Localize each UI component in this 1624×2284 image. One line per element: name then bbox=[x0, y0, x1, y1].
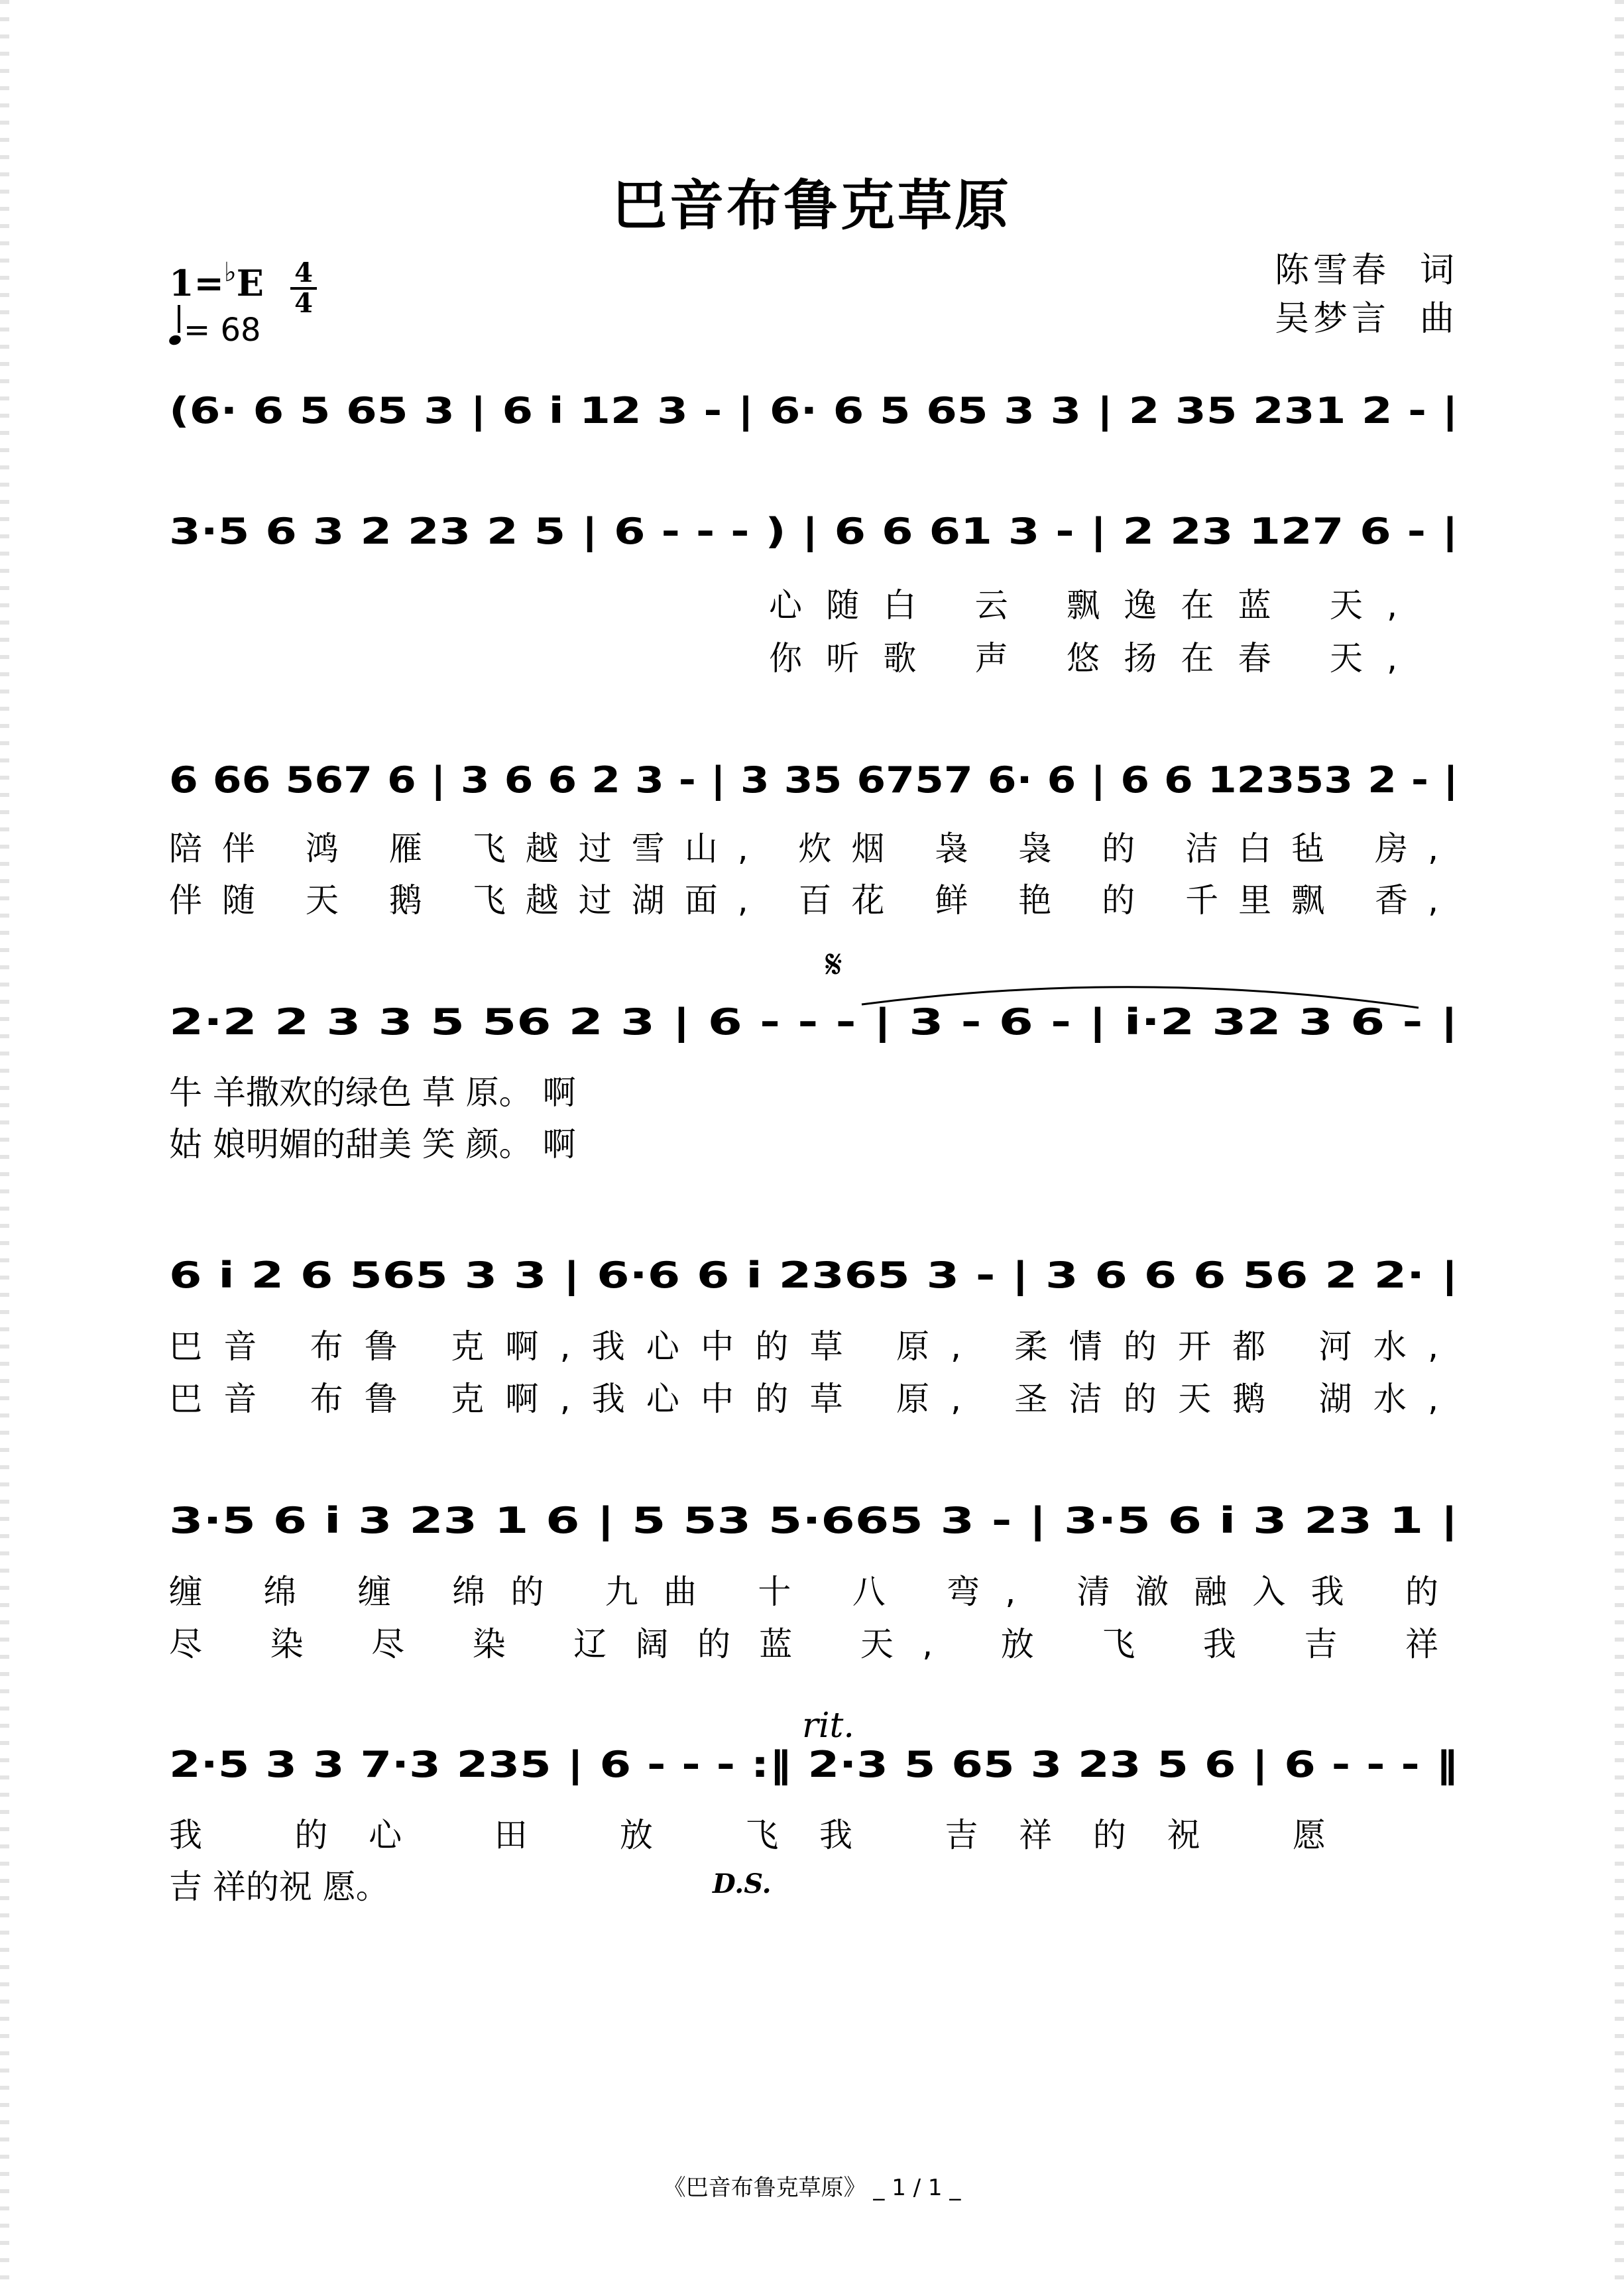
lyrics-verse-1: 巴音 布鲁 克啊,我心中的草 原, 柔情的开都 河水, bbox=[169, 1327, 1438, 1366]
system-5 bbox=[169, 1254, 1458, 1418]
notation-line: 3·5 6 3 2 23 2 5 | 6 - - - ) | 6 6 61 3 - | 2 23 127 6 - | bbox=[169, 511, 1458, 552]
segno-sign: 𝄋 bbox=[825, 941, 842, 988]
system-7 bbox=[169, 1706, 1458, 1906]
system-1 bbox=[169, 390, 1458, 432]
lyrics-verse-2: 伴随 天 鹅 飞越过湖面, 百花 鲜 艳 的 千里飘 香, bbox=[169, 881, 1438, 920]
notation-line: 6 i 2 6 565 3 3 | 6·6 6 i 2365 3 - | 3 6 6 6 56 2 2· | bbox=[169, 1254, 1458, 1296]
system-2 bbox=[169, 511, 1458, 678]
lyrics-verse-1: 缠 绵 缠 绵的 九曲 十 八 弯, 清澈融入我 的 bbox=[169, 1573, 1438, 1611]
lyrics-verse-1: 我 的心 田 放 飞我 吉祥的祝 愿 bbox=[169, 1816, 1326, 1854]
system-6 bbox=[169, 1500, 1458, 1663]
lyrics-verse-1: 陪伴 鸿 雁 飞越过雪山, 炊烟 袅 袅 的 洁白毡 房, bbox=[169, 829, 1438, 868]
lyrics-verse-2: 巴音 布鲁 克啊,我心中的草 原, 圣洁的天鹅 湖水, bbox=[169, 1380, 1438, 1418]
lyricist-credit: 陈雪春 词 bbox=[1274, 251, 1458, 290]
key-signature: 1=♭E bbox=[169, 257, 264, 304]
meter-denominator: 4 bbox=[294, 288, 313, 319]
lyrics-verse-1: 牛 羊撒欢的绿色 草 原。 啊 bbox=[169, 1073, 576, 1112]
page-footer: 《巴音布鲁克草原》 _ 1 / 1 _ bbox=[663, 2175, 961, 2201]
lyrics-verse-1: 心随白 云 飘逸在蓝 天, bbox=[769, 586, 1397, 625]
notation-line: 6 66 567 6 | 3 6 6 2 3 - | 3 35 6757 6· 6 | 6 6 12353 2 - | bbox=[169, 759, 1458, 801]
lyrics-verse-2: 尽 染 尽 染 辽阔的蓝 天, 放 飞 我 吉 祥 bbox=[169, 1625, 1438, 1663]
meter-numerator: 4 bbox=[294, 257, 313, 288]
notation-line: 2·5 3 3 7·3 235 | 6 - - - :‖ 2·3 5 65 3 23 5 6 | 6 - - - ‖ bbox=[169, 1744, 1458, 1785]
lyrics-verse-2: 你听歌 声 悠扬在春 天, bbox=[769, 639, 1397, 678]
dal-segno-mark: D.S. bbox=[713, 1868, 772, 1899]
lyrics-verse-2: 姑 娘明媚的甜美 笑 颜。 啊 bbox=[169, 1125, 576, 1164]
ritardando-mark: rit. bbox=[802, 1706, 854, 1746]
composer-credit: 吴梦言 曲 bbox=[1274, 299, 1458, 339]
system-4 bbox=[169, 941, 1458, 1164]
tempo-marking: = 68 bbox=[169, 312, 261, 349]
notation-line: 3·5 6 i 3 23 1 6 | 5 53 5·665 3 - | 3·5 6 i 3 23 1 | bbox=[169, 1500, 1458, 1541]
notation-line: (6· 6 5 65 3 | 6 i 12 3 - | 6· 6 5 65 3 3 | 2 35 231 2 - | bbox=[169, 390, 1458, 432]
system-3 bbox=[169, 759, 1458, 920]
lyrics-verse-2: 吉 祥的祝 愿。 bbox=[169, 1868, 389, 1906]
notation-line: 2·2 2 3 3 5 56 2 3 | 6 - - - | 3 - 6 - | i·2 32 3 6 - | bbox=[169, 1001, 1458, 1043]
song-title: 巴音布鲁克草原 bbox=[612, 174, 1012, 237]
